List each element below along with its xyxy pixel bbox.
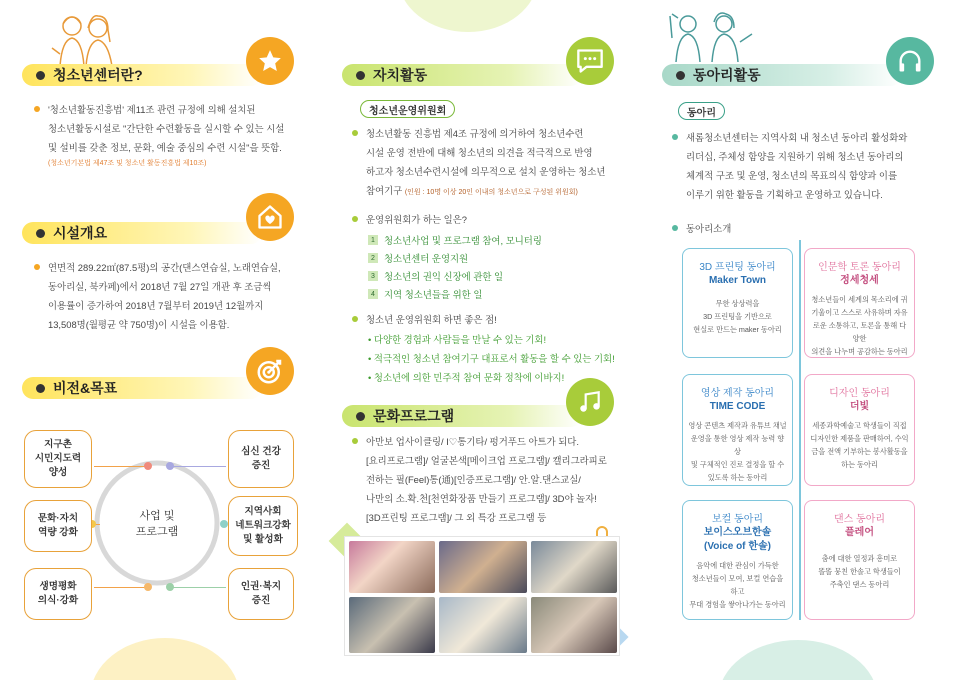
club-name: 보이스오브한솔 (Voice of 한솔) <box>703 527 772 552</box>
club-card <box>804 248 915 358</box>
section-title-text: 청소년센터란? <box>53 67 143 83</box>
vision-item: 인권·복지 증진 <box>228 568 294 620</box>
desc-line: 이용률이 증가하여 2018년 7월부터 2019년 12월까지 <box>48 300 264 311</box>
right-panel <box>640 0 960 680</box>
music-note-icon <box>566 378 614 426</box>
vision-item: 심신 건강 증진 <box>228 430 294 488</box>
desc-line: 새롬청소년센터는 지역사회 내 청소년 동아리 활성화와 <box>686 132 908 143</box>
desc-line: 리더십, 주체성 함양을 지원하기 위해 청소년 동아리의 <box>686 151 904 162</box>
title-dot <box>356 412 365 421</box>
club-card <box>682 248 793 358</box>
desc-line: 시설 운영 전반에 대해 청소년의 의견을 적극적으로 반영 <box>366 147 593 158</box>
left-panel <box>0 0 320 680</box>
club-desc-text: 세종과학예술고 학생들이 직접 디자인한 제품을 판매하여, 수익 금을 전액 기부하는 봉사활동을 하는 동아리 <box>810 421 909 469</box>
desc-line: 청소년활동시설로 "간단한 수련활동을 실시할 수 있는 시설 <box>48 123 285 134</box>
desc-line: [요리프로그램]/ 얼굴본색[메이크업 프로그램]/ 캘리그라피로 <box>366 455 607 466</box>
title-dot <box>36 384 45 393</box>
committee-question-2 <box>352 310 497 329</box>
connector-dot <box>144 583 152 591</box>
desc-line: 이루기 위한 활동을 기획하고 운영하고 있습니다. <box>686 189 883 200</box>
intro-text: 동아리소개 <box>686 223 732 234</box>
desc-line: 하고자 청소년수련시설에 의무적으로 설치 운영하는 청소년 <box>366 166 606 177</box>
subtitle-club: 동아리 <box>678 102 725 120</box>
task-item: 1 청소년사업 및 프로그램 참여, 모니터링 <box>368 233 542 247</box>
desc-line: 동아리실, 북카페)에서 2018년 7월 27일 개관 후 조금씩 <box>48 281 272 292</box>
desc-line: 및 설비를 갖춘 정보, 문화, 예술 중심의 수련 시설"을 뜻함. <box>48 142 282 153</box>
club-card <box>804 500 915 620</box>
club-intro <box>672 219 731 238</box>
question-text: 운영위원회가 하는 일은? <box>366 214 467 225</box>
club-desc-text: 춤에 대한 열정과 흥미로 똘똘 뭉친 한솔고 학생들이 주축인 댄스 동아리 <box>818 554 901 589</box>
title-dot <box>36 229 45 238</box>
club-card <box>682 374 793 486</box>
task-text: 청소년의 권익 신장에 관한 일 <box>384 271 504 282</box>
club-name: TIME CODE <box>709 401 766 412</box>
club-name: 정세청세 <box>840 275 879 286</box>
youth-illustration <box>50 8 120 66</box>
title-dot <box>676 71 685 80</box>
section-title-text: 자치활동 <box>373 67 428 83</box>
vision-item: 문화·자치 역량 강화 <box>24 500 92 552</box>
subtitle-youth-committee: 청소년운영위원회 <box>360 100 455 118</box>
title-dot <box>36 71 45 80</box>
benefit-item: • 적극적인 청소년 참여기구 대표로서 활동을 할 수 있는 기회! <box>368 353 615 364</box>
house-heart-icon <box>246 193 294 241</box>
club-type: 보컬 동아리 <box>711 514 764 525</box>
section-title-text: 동아리활동 <box>693 67 761 83</box>
headphones-icon <box>886 37 934 85</box>
connector-dot <box>166 462 174 470</box>
desc-line: 나만의 소.확.천[천연화장품 만들기 프로그램]/ 3D야 놀자! <box>366 493 597 504</box>
connector-dot <box>144 462 152 470</box>
club-desc-text: 청소년들이 세계의 목소리에 귀 기울이고 스스로 사유하며 자유 로운 소통하고, 토론을 통해 다양한 의견을 나누며 공감하는 동아리 <box>811 295 908 356</box>
club-card <box>804 374 915 486</box>
facility-desc <box>34 258 316 334</box>
benefit-item: • 다양한 경험과 사람들을 만날 수 있는 기회! <box>368 334 547 345</box>
activity-photo <box>439 597 527 653</box>
club-name: 플레어 <box>845 527 874 538</box>
section-title-text: 문화프로그램 <box>373 408 455 424</box>
section-title-facility <box>22 222 262 244</box>
club-desc-text: 무한 상상력을 3D 프린팅을 기반으로 현실로 만드는 maker 동아리 <box>693 299 782 334</box>
activity-photo <box>531 597 617 653</box>
section-title-text: 시설개요 <box>53 225 108 241</box>
member-note: (인원 : 10명 이상 20인 이내의 청소년으로 구성된 위원회) <box>404 189 578 196</box>
desc-line: 아만보 업사이클링/ I♡통기타/ 펑거푸드 아트가 되다. <box>366 436 579 447</box>
club-type: 3D 프린팅 동아리 <box>699 262 776 273</box>
club-desc-text: 영상 콘텐츠 제작과 유튜브 채널 운영을 통한 영상 제작 능력 향상 및 구체적인 진로 결정을 할 수 있도록 하는 동아리 <box>688 421 787 482</box>
task-text: 지역 청소년들을 위한 일 <box>384 289 483 300</box>
connector-line <box>172 587 226 588</box>
law-note: (청소년기본법 제47조 및 청소년 활동진흥법 제10조) <box>48 160 207 167</box>
task-text: 청소년센터 운영지원 <box>384 253 469 264</box>
club-desc <box>672 128 958 204</box>
club-card <box>682 500 793 620</box>
target-icon <box>246 347 294 395</box>
connector-line <box>172 466 226 467</box>
youth-center-desc <box>34 100 314 171</box>
desc-line: [3D프린팅 프로그램]/ 그 외 특강 프로그램 등 <box>366 512 547 523</box>
desc-line: '청소년활동진흥법' 제11조 관련 규정에 의해 설치된 <box>48 104 256 115</box>
section-title-youth-center <box>22 64 262 86</box>
question-text: 청소년 운영위원회 하면 좋은 점! <box>366 314 497 325</box>
youth-illustration <box>668 8 754 62</box>
vision-item: 생명평화 의식·강화 <box>24 568 92 620</box>
task-item: 4 지역 청소년들을 위한 일 <box>368 287 482 301</box>
star-icon <box>246 37 294 85</box>
desc-line: 체계적 구조 및 운영, 청소년의 목표의식 함양과 이를 <box>686 170 898 181</box>
desc-line: 청소년활동 진흥법 제4조 규정에 의거하여 청소년수련 <box>366 128 584 139</box>
desc-line: 참여기구 <box>366 185 403 196</box>
committee-question-1 <box>352 210 467 229</box>
club-type: 인문학 토론 동아리 <box>818 262 901 273</box>
speech-bubble-icon <box>566 37 614 85</box>
middle-panel <box>320 0 640 680</box>
desc-line: 13,508명(월평균 약 750명)이 시설을 이용함. <box>48 319 230 330</box>
club-type: 댄스 동아리 <box>833 514 886 525</box>
activity-photo <box>531 541 617 593</box>
connector-line <box>94 466 146 467</box>
club-type: 영상 제작 동아리 <box>700 388 775 399</box>
activity-photo <box>439 541 527 593</box>
connector-line <box>94 587 146 588</box>
club-desc-text: 음악에 대한 관심이 가득한 청소년들이 모여, 보컬 연습을 하고 무대 경험을 쌓아나가는 동아리 <box>689 561 786 609</box>
tree-trunk <box>799 240 801 620</box>
section-title-culture <box>342 405 582 427</box>
title-dot <box>356 71 365 80</box>
club-type: 디자인 동아리 <box>829 388 890 399</box>
photo-collage <box>344 536 620 656</box>
vision-center-text: 사업 및 프로그램 <box>135 510 179 538</box>
section-title-self-governance <box>342 64 582 86</box>
task-item: 3 청소년의 권익 신장에 관한 일 <box>368 269 503 283</box>
task-item: 2 청소년센터 운영지원 <box>368 251 468 265</box>
task-text: 청소년사업 및 프로그램 참여, 모니터링 <box>384 235 542 246</box>
desc-line: 연면적 289.22㎡(87.5평)의 공간(댄스연습실, 노래연습실, <box>48 262 281 273</box>
culture-desc <box>352 432 638 527</box>
desc-line: 전하는 필(Feel)통(通)[인증프로그램]/ 안.알.댄스교실/ <box>366 474 581 485</box>
activity-photo <box>349 541 435 593</box>
club-name: Maker Town <box>708 275 767 286</box>
section-title-clubs <box>662 64 902 86</box>
connector-dot <box>166 583 174 591</box>
section-title-vision <box>22 377 262 399</box>
club-name: 더빛 <box>849 401 870 412</box>
section-title-text: 비전&목표 <box>53 380 118 396</box>
activity-photo <box>349 597 435 653</box>
vision-item: 지역사회 네트워크강화 및 활성화 <box>228 496 298 556</box>
connector-dot <box>220 520 228 528</box>
vision-item: 지구촌 시민지도력 양성 <box>24 430 92 488</box>
benefit-item: • 청소년에 의한 민주적 참여 문화 정착에 이바지! <box>368 372 565 383</box>
committee-desc <box>352 124 636 202</box>
